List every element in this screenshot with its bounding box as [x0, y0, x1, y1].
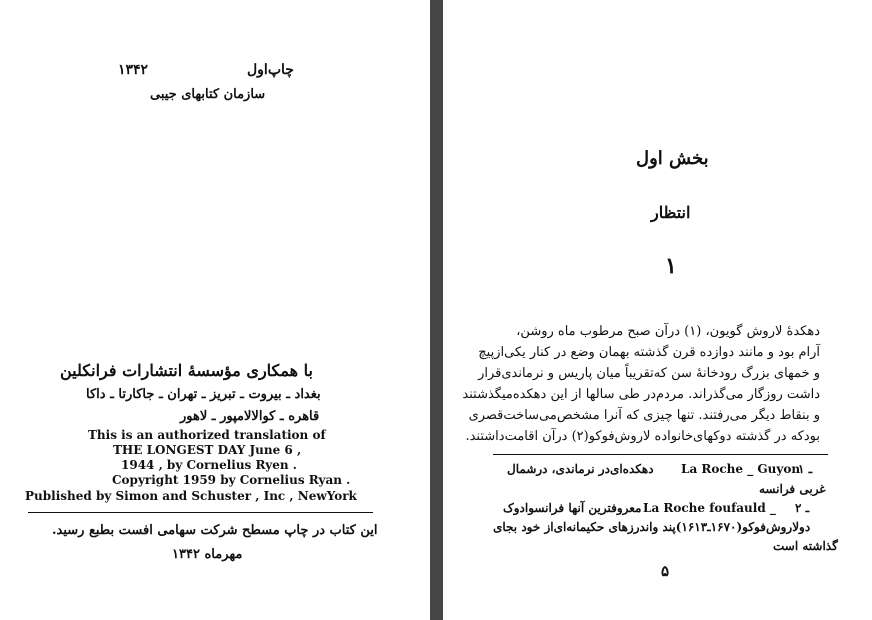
book-gutter	[430, 0, 443, 620]
edition-label: چاپ‌اول	[247, 62, 294, 78]
english-line-4: Copyright 1959 by Cornelius Ryan .	[112, 473, 351, 487]
english-line-1: This is an authorized translation of	[88, 428, 326, 442]
footnote-1-cont: غربی فرانسه	[759, 482, 826, 496]
paragraph-line-4: داشت روزگار می‌گذراند. مردم‌در طی سالها از این دهکده‌میگذشتند	[462, 387, 820, 402]
chapter-number: ۱	[665, 253, 677, 279]
cities-line-2: قاهره ـ کوالالامپور ـ لاهور	[180, 409, 320, 424]
footnote-1-number: ۱ ـ	[798, 462, 813, 476]
right-page	[443, 0, 872, 620]
footnote-1-text: دهکده‌ای‌در نرماندی، درشمال	[507, 462, 654, 476]
english-line-3: 1944 , by Cornelius Ryen .	[121, 458, 297, 472]
paragraph-line-6: بودکه در گذشته دوکهای‌خانواده لاروش‌فوکو(۲) درآن اقامت‌داشتند.	[465, 429, 820, 444]
english-line-5: Published by Simon and Schuster , Inc , NewYork	[25, 489, 357, 503]
paragraph-line-2: آرام بود و مانند دوازده قرن گذشته بهمان وضع در کنار یکی‌ازپیچ	[478, 345, 820, 360]
english-line-2: THE LONGEST DAY June 6 ,	[113, 443, 302, 457]
paragraph-line-5: و بنقاط دیگر می‌رفتند. تنها چیزی که آنرا مشخص‌می‌ساخت‌قصری	[468, 408, 820, 423]
edition-year: ۱۳۴۲	[118, 62, 149, 78]
print-note: این کتاب در چاپ مسطح شرکت سهامی افست بطبع رسید.	[52, 523, 378, 538]
cities-line-1: بغداد ـ بیروت ـ تبریز ـ تهران ـ جاکارتا ـ داکا	[86, 387, 321, 402]
footnote-2-number: ۲ ـ	[795, 501, 810, 515]
footnote-rule	[493, 454, 828, 455]
divider-rule	[28, 512, 373, 513]
page-number: ۵	[661, 562, 670, 580]
part-title: بخش اول	[636, 148, 709, 169]
left-page	[0, 0, 430, 620]
footnote-1-latin: La Roche _ Guyon	[681, 462, 801, 476]
footnote-2-latin: La Roche foufauld _	[643, 501, 776, 515]
chapter-title: انتظار	[651, 203, 691, 222]
footnote-2-text: معروفترین آنها فرانسوادوک	[503, 501, 642, 515]
paragraph-line-1: دهکدهٔ لاروش گویون، (۱) درآن صبح مرطوب ماه روشن،	[516, 324, 820, 339]
footnote-2-line-3: گذاشته است	[773, 539, 838, 553]
footnote-2-line-2: دولاروش‌فوکو(۱۶۷۰ـ۱۶۱۳)پند واندرزهای حکیمانه‌ای‌از خود بجای	[493, 520, 811, 534]
print-date: مهرماه ۱۳۴۲	[172, 547, 243, 562]
cooperation-line: با همکاری مؤسسهٔ انتشارات فرانکلین	[60, 361, 313, 380]
publisher-name: سازمان کتابهای جیبی	[150, 87, 266, 102]
paragraph-line-3: و خمهای بزرگ رودخانهٔ سن که‌تقریباً میان پاریس و نرماندی‌قرار	[478, 366, 820, 381]
